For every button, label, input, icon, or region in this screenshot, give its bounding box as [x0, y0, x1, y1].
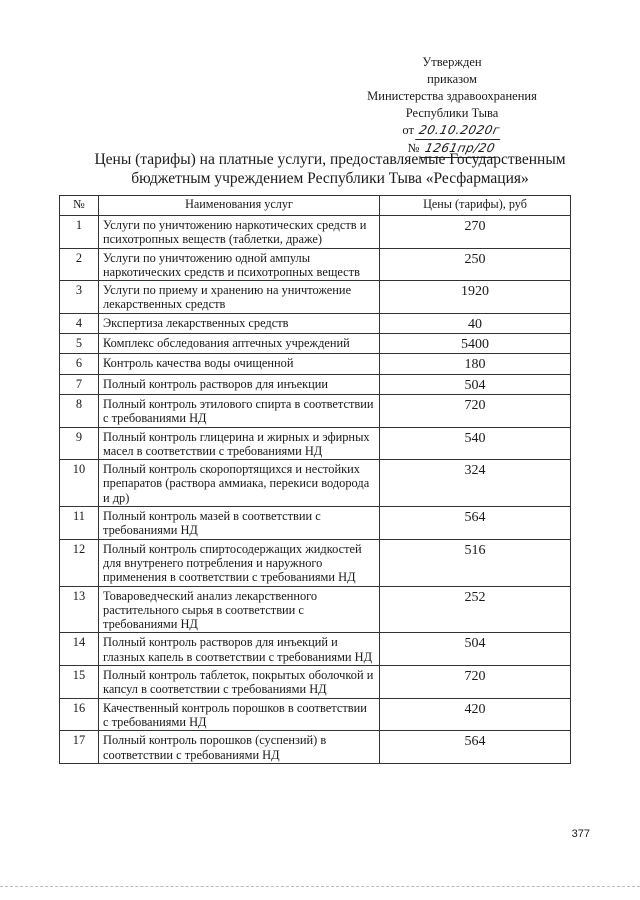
- service-name: Услуги по приему и хранению на уничтожение лекарственных средств: [99, 281, 380, 314]
- row-number: 12: [60, 539, 99, 586]
- service-price: 270: [380, 216, 571, 249]
- service-price: 250: [380, 248, 571, 281]
- row-number: 14: [60, 633, 99, 666]
- row-number: 7: [60, 374, 99, 394]
- service-name: Полный контроль этилового спирта в соответствии с требованиями НД: [99, 394, 380, 427]
- service-price: 720: [380, 394, 571, 427]
- row-number: 2: [60, 248, 99, 281]
- table-row: [60, 731, 571, 764]
- handwritten-date: 20.10.2020г: [415, 122, 503, 140]
- service-price: 504: [380, 374, 571, 394]
- service-name: Полный контроль растворов для инъекции: [99, 374, 380, 394]
- service-name: Контроль качества воды очищенной: [99, 354, 380, 374]
- header-service-name: Наименования услуг: [99, 196, 380, 216]
- row-number: 17: [60, 731, 99, 764]
- approval-date: [342, 122, 562, 140]
- row-number: 15: [60, 666, 99, 699]
- row-number: 5: [60, 334, 99, 354]
- price-table: [59, 195, 571, 764]
- table-row: [60, 507, 571, 540]
- row-number: 16: [60, 698, 99, 731]
- service-name: Полный контроль скоропортящихся и нестойких препаратов (раствора аммиака, перекиси водорода и др): [99, 460, 380, 507]
- service-price: 504: [380, 633, 571, 666]
- approval-line-2: приказом: [427, 72, 477, 86]
- service-name: Полный контроль глицерина и жирных и эфирных масел в соответствии с требованиями НД: [99, 427, 380, 460]
- table-row: [60, 539, 571, 586]
- row-number: 8: [60, 394, 99, 427]
- row-number: 3: [60, 281, 99, 314]
- service-price: 180: [380, 354, 571, 374]
- table-row: [60, 427, 571, 460]
- service-name: Полный контроль растворов для инъекций и глазных капель в соответствии с требованиями НД: [99, 633, 380, 666]
- header-price: Цены (тарифы), руб: [380, 196, 571, 216]
- service-name: Товароведческий анализ лекарственного растительного сырья в соответствии с требованиями НД: [99, 586, 380, 633]
- table-row: [60, 633, 571, 666]
- row-number: 10: [60, 460, 99, 507]
- table-row: [60, 281, 571, 314]
- title-line-2: бюджетным учреждением Республики Тыва «Ресфармация»: [131, 170, 529, 187]
- service-price: 564: [380, 731, 571, 764]
- date-prefix: от: [402, 123, 414, 137]
- table-row: [60, 216, 571, 249]
- service-name: Экспертиза лекарственных средств: [99, 313, 380, 333]
- table-row: [60, 374, 571, 394]
- service-price: 516: [380, 539, 571, 586]
- service-price: 540: [380, 427, 571, 460]
- service-name: Полный контроль порошков (суспензий) в соответствии с требованиями НД: [99, 731, 380, 764]
- row-number: 9: [60, 427, 99, 460]
- row-number: 1: [60, 216, 99, 249]
- table-row: [60, 698, 571, 731]
- service-name: Услуги по уничтожению одной ампулы наркотических средств и психотропных веществ: [99, 248, 380, 281]
- approval-line-1: Утвержден: [422, 55, 482, 69]
- title-line-1: Цены (тарифы) на платные услуги, предоставляемые Государственным: [94, 151, 566, 168]
- service-price: 1920: [380, 281, 571, 314]
- service-price: 324: [380, 460, 571, 507]
- row-number: 6: [60, 354, 99, 374]
- table-row: [60, 666, 571, 699]
- table-row: [60, 248, 571, 281]
- table-row: [60, 394, 571, 427]
- page-number: 377: [571, 828, 590, 840]
- approval-line-4: Республики Тыва: [405, 106, 499, 120]
- row-number: 13: [60, 586, 99, 633]
- table-row: [60, 334, 571, 354]
- approval-block: [342, 54, 562, 158]
- approval-line-3: Министерства здравоохранения: [367, 89, 537, 103]
- table-row: [60, 313, 571, 333]
- scan-edge-line: [0, 886, 640, 887]
- service-price: 252: [380, 586, 571, 633]
- table-header-row: [60, 196, 571, 216]
- table-row: [60, 586, 571, 633]
- row-number: 4: [60, 313, 99, 333]
- document-title: [60, 150, 600, 188]
- row-number: 11: [60, 507, 99, 540]
- service-price: 40: [380, 313, 571, 333]
- header-number: №: [60, 196, 99, 216]
- service-price: 720: [380, 666, 571, 699]
- service-name: Услуги по уничтожению наркотических средств и психотропных веществ (таблетки, драже): [99, 216, 380, 249]
- handwritten-number: 1261пр/20: [421, 140, 499, 158]
- service-name: Полный контроль спиртосодержащих жидкостей для внутренего потребления и наружного применения в соответствии с требованиями НД: [99, 539, 380, 586]
- table-row: [60, 354, 571, 374]
- service-name: Комплекс обследования аптечных учреждений: [99, 334, 380, 354]
- service-name: Полный контроль мазей в соответствии с требованиями НД: [99, 507, 380, 540]
- service-name: Полный контроль таблеток, покрытых оболочкой и капсул в соответствии с требованиями НД: [99, 666, 380, 699]
- number-prefix: №: [407, 141, 420, 155]
- service-price: 5400: [380, 334, 571, 354]
- table-row: [60, 460, 571, 507]
- service-name: Качественный контроль порошков в соответствии с требованиями НД: [99, 698, 380, 731]
- service-price: 564: [380, 507, 571, 540]
- service-price: 420: [380, 698, 571, 731]
